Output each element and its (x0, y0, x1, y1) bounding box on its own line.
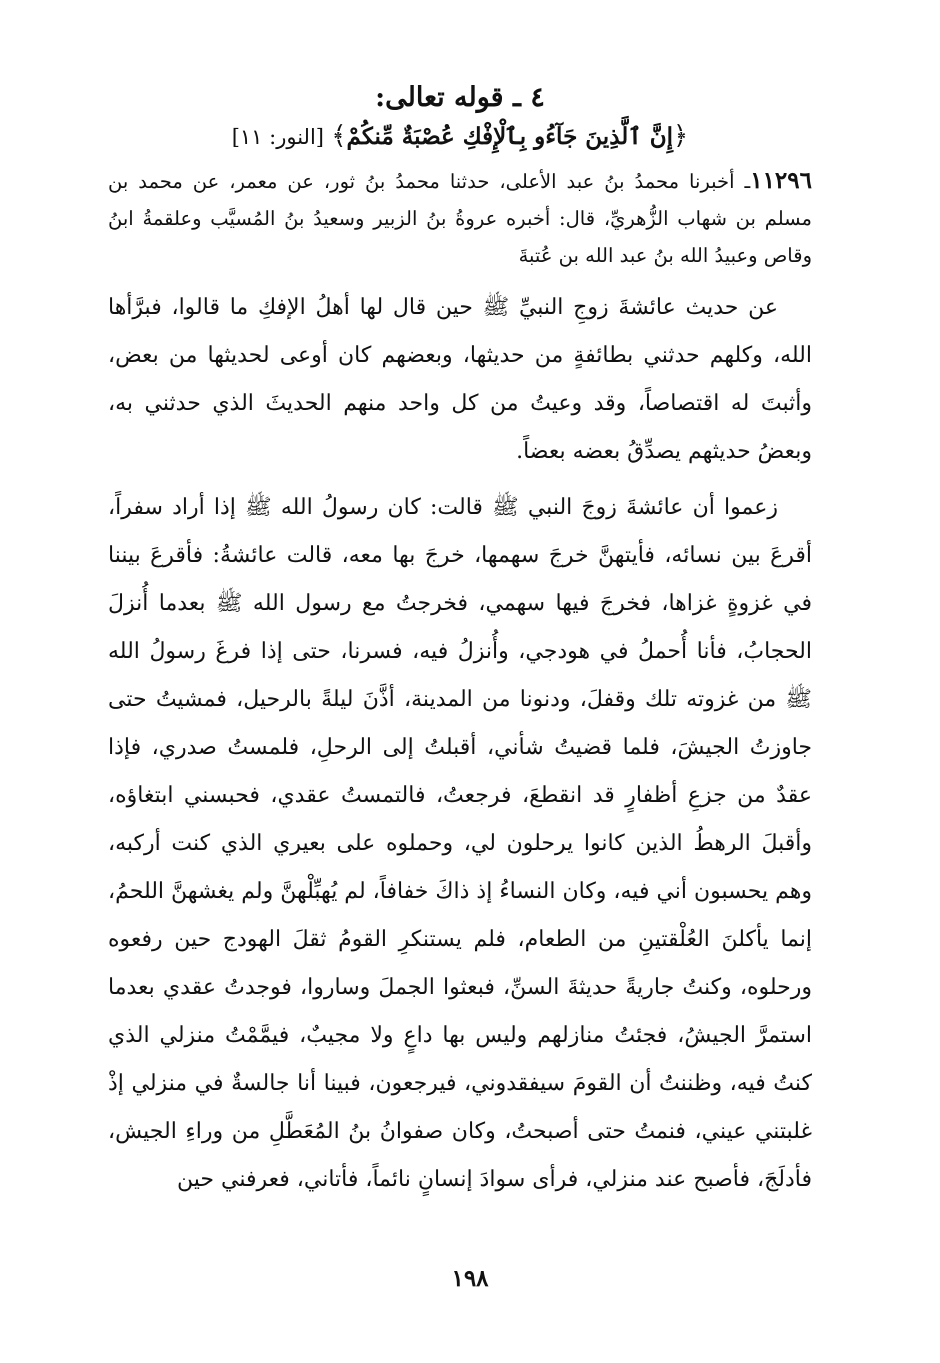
section-heading: ٤ ـ قوله تعالى: (375, 82, 545, 113)
verse-reference: [النور: ١١] (231, 125, 324, 149)
isnad-text: ـ أخبرنا محمدُ بنُ عبد الأعلى، حدثنا محمدُ بنُ ثور، عن معمر، عن محمد بن مسلم بن شهاب الزُّهريِّ، قال: أخبره عروةُ بنُ الزبير وسعيدُ بنُ المُسيَّب وعلقمةُ ابنُ وقاص وعبيدُ الله بنُ عبد الله بن عُتبةَ (108, 170, 812, 267)
hadith-isnad-paragraph (108, 162, 812, 274)
page-number: ١٩٨ (451, 1265, 489, 1292)
body-paragraph-2: زعموا أن عائشةَ زوجَ النبي ﷺ قالت: كان رسولُ الله ﷺ إذا أراد سفراً، أقرعَ بين نسائه، فأيتهنَّ خرجَ سهمها، خرجَ بها معه، قالت عائشةُ: فأقرعَ بيننا في غزوةٍ غزاها، فخرجَ فيها سهمي، فخرجتُ مع رسول الله ﷺ بعدما أُنزلَ الحجابُ، فأنا أُحملُ في هودجي، وأُنزلُ فيه، فسرنا، حتى إذا فرغَ رسولُ الله ﷺ من غزوته تلك وقفلَ، ودنونا من المدينة، أذَّنَ ليلةً بالرحيل، فمشيتُ حتى جاوزتُ الجيشَ، فلما قضيتُ شأني، أقبلتُ إلى الرحلِ، فلمستُ صدري، فإذا عقدٌ من جزعِ أظفارٍ قد انقطعَ، فرجعتُ، فالتمستُ عقدي، فحبسني ابتغاؤه، وأقبلَ الرهطُ الذين كانوا يرحلون لي، وحملوه على بعيري الذي كنت أركبه، وهم يحسبون أني فيه، وكان النساءُ إذ ذاكَ خفافاً، لم يُهبِّلْهنَّ ولم يغشهنَّ اللحمُ، إنما يأكلنَ العُلْقتينِ من الطعام، فلم يستنكرِ القومُ ثقلَ الهودج حين رفعوه ورحلوه، وكنتُ جاريةً حديثةَ السنِّ، فبعثوا الجملَ وساروا، فوجدتُ عقدي بعدما استمرَّ الجيشُ، فجئتُ منازلهم وليس بها داعٍ ولا مجيبٌ، فيمَّمْتُ منزلي الذي كنتُ فيه، وظننتُ أن القومَ سيفقدوني، فيرجعون، فبينا أنا جالسةٌ في منزلي إذْ غلبتني عيني، فنمتُ حتى أصبحتُ، وكان صفوانُ بنُ المُعَطَّلِ من وراءِ الجيش، فأدلَجَ، فأصبح عند منزلي، فرأى سوادَ إنسانٍ نائماً، فأتاني، فعرفني حين (108, 495, 812, 1192)
verse-open-bracket: ﴿ (673, 121, 689, 151)
verse-close-bracket: ﴾ (331, 121, 347, 151)
book-page (108, 78, 812, 1204)
quran-verse (108, 118, 812, 158)
hadith-number: ١١٢٩٦ (750, 167, 812, 194)
body-paragraph-1: عن حديث عائشةَ زوجِ النبيِّ ﷺ حين قال لها أهلُ الإفكِ ما قالوا، فبرَّأها الله، وكلهم حدثني بطائفةٍ من حديثها، وبعضهم كان أوعى لحديثها من بعض، وأثبتَ له اقتصاصاً، وقد وعيتُ من كل واحد منهم الحديثَ الذي حدثني به، وبعضُ حديثهم يصدِّقُ بعضه بعضاً. (108, 295, 812, 464)
verse-text: إِنَّ ٱلَّذِينَ جَآءُو بِٱلْإِفْكِ عُصْبَةٌ مِّنكُمْ (346, 123, 674, 150)
